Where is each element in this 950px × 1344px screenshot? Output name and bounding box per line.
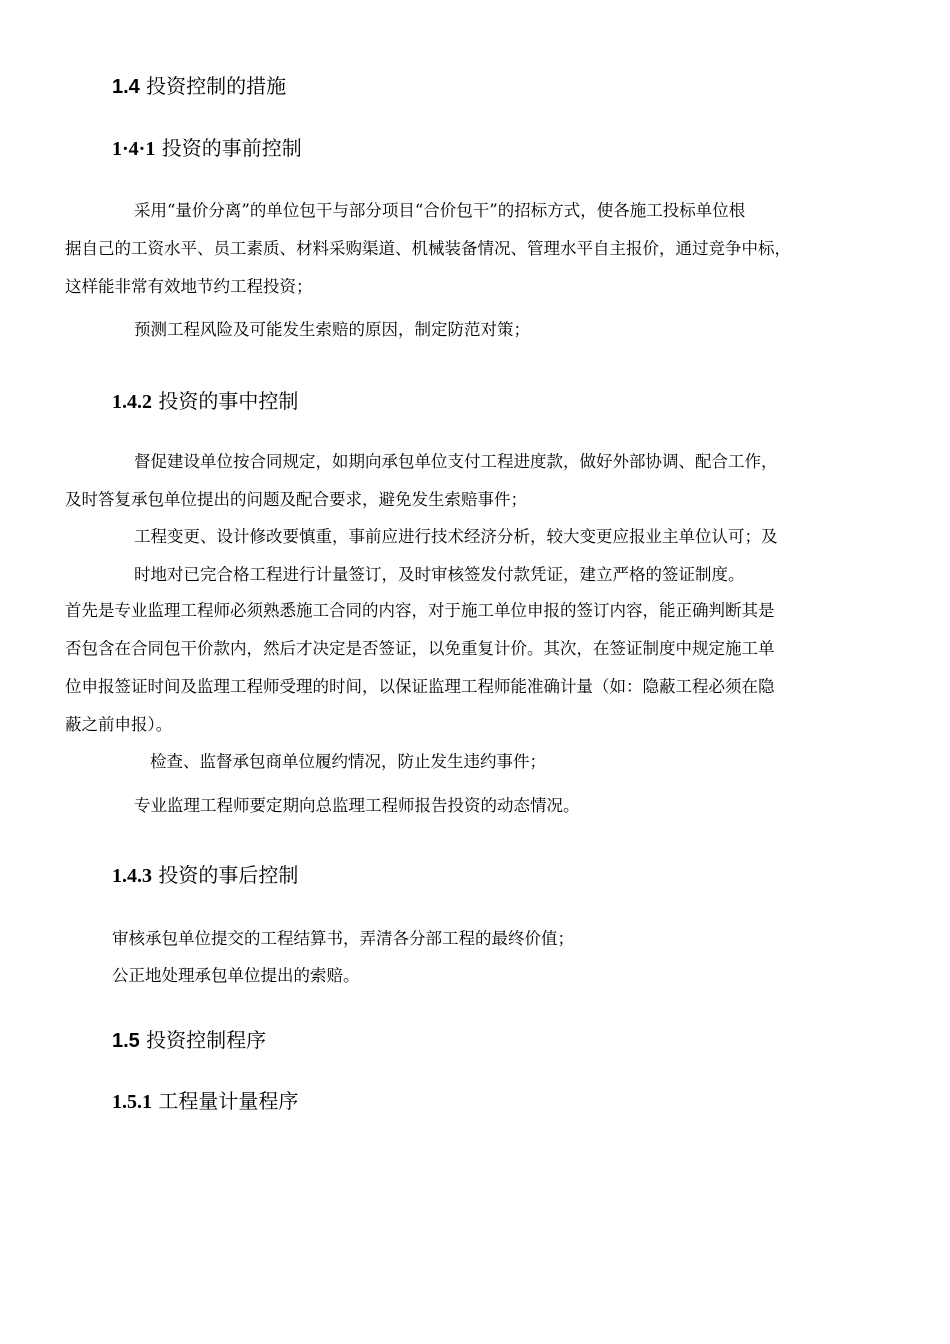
paragraph-line: 否包含在合同包干价款内，然后才决定是否签证，以免重复计价。其次，在签证制度中规定施工单 [65,639,775,658]
paragraph-line: 专业监理工程师要定期向总监理工程师报告投资的动态情况。 [134,796,580,815]
section-number: 1.4.2 [112,391,152,413]
paragraph-line: 预测工程风险及可能发生索赔的原因，制定防范对策； [134,320,530,339]
section-heading-1-4-2 [112,389,298,414]
section-title: 投资的事后控制 [158,863,299,887]
paragraph-line: 检查、监督承包商单位履约情况，防止发生违约事件； [150,752,546,771]
paragraph-line: 公正地处理承包单位提出的索赔。 [112,966,360,985]
paragraph-line: 首先是专业监理工程师必须熟悉施工合同的内容，对于施工单位申报的签订内容，能正确判断其是 [65,601,775,620]
section-heading-1-4-1 [112,136,302,161]
paragraph-line: 工程变更、设计修改要慎重，事前应进行技术经济分析，较大变更应报业主单位认可；及 [134,527,778,546]
paragraph-line: 采用“量价分离”的单位包干与部分项目“合价包干”的招标方式，使各施工投标单位根 [134,201,746,220]
section-number: 1.4 [112,76,140,98]
paragraph-line: 审核承包单位提交的工程结算书，弄清各分部工程的最终价值； [112,929,574,948]
section-number: 1.5.1 [112,1091,152,1113]
section-heading-1-5-1 [112,1089,298,1114]
section-heading-1-5 [112,1028,266,1053]
section-heading-1-4 [112,74,286,99]
section-number: 1.4.3 [112,865,152,887]
section-number: 1.5 [112,1030,140,1052]
section-title: 投资控制的措施 [146,74,287,98]
paragraph-line: 这样能非常有效地节约工程投资； [65,277,313,296]
paragraph-line: 蔽之前申报）。 [65,715,173,734]
paragraph-line: 时地对已完合格工程进行计量签订，及时审核签发付款凭证，建立严格的签证制度。 [134,565,745,584]
paragraph-line: 及时答复承包单位提出的问题及配合要求，避免发生索赔事件； [65,490,527,509]
section-title: 投资的事前控制 [161,136,302,160]
section-heading-1-4-3 [112,863,298,888]
paragraph-line: 据自己的工资水平、员工素质、材料采购渠道、机械装备情况、管理水平自主报价，通过竞争中标， [65,239,791,258]
paragraph-line: 位申报签证时间及监理工程师受理的时间，以保证监理工程师能准确计量（如：隐蔽工程必须在隐 [65,677,775,696]
paragraph-line: 督促建设单位按合同规定，如期向承包单位支付工程进度款，做好外部协调、配合工作， [134,452,778,471]
section-title: 投资的事中控制 [158,389,299,413]
section-title: 工程量计量程序 [158,1089,299,1113]
section-number: 1·4·1 [112,138,156,160]
section-title: 投资控制程序 [146,1028,267,1052]
